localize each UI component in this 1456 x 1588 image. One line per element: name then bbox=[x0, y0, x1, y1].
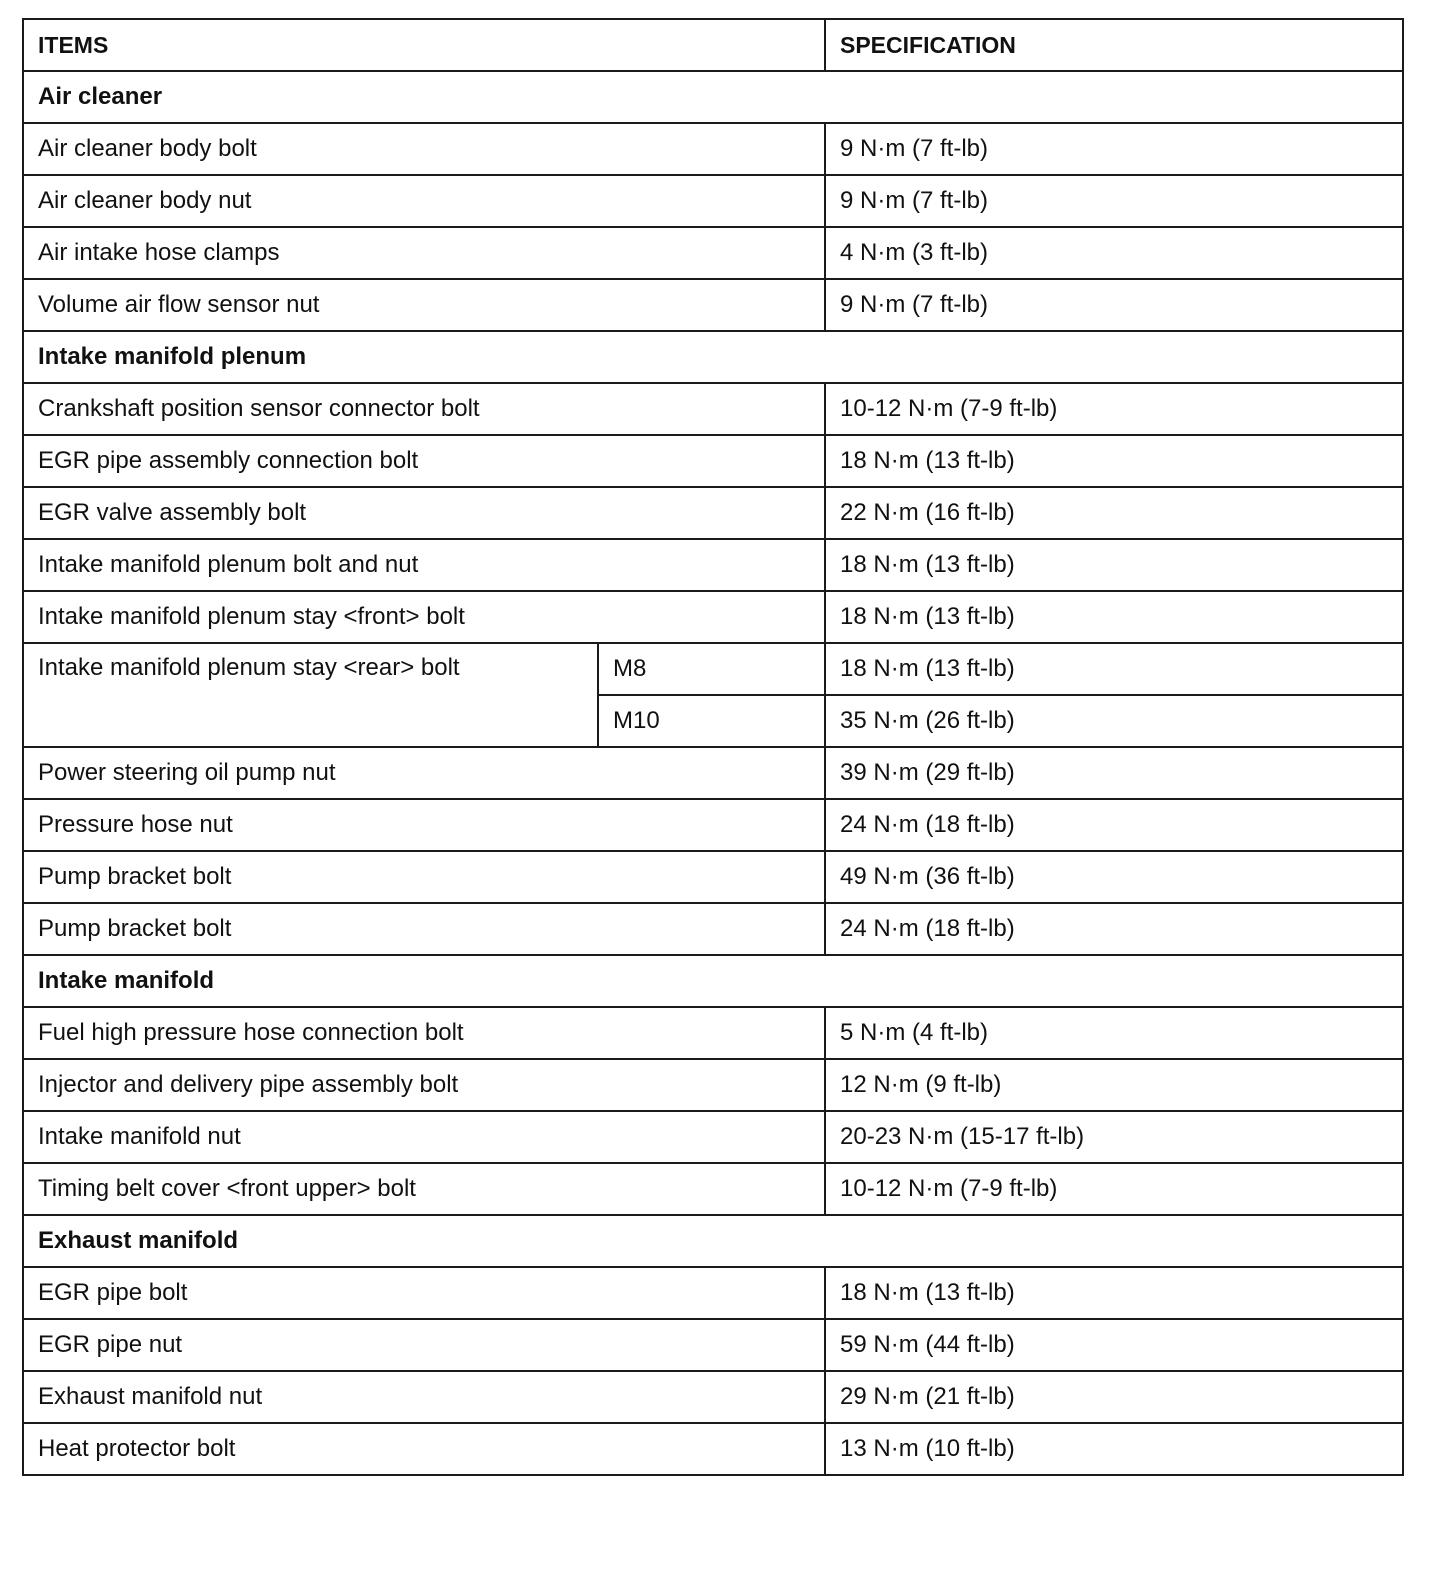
table-row bbox=[23, 747, 1403, 799]
table-row bbox=[23, 799, 1403, 851]
item-cell: Intake manifold plenum stay <rear> bolt bbox=[23, 643, 598, 747]
spec-cell: 49 N·m (36 ft-lb) bbox=[825, 851, 1403, 903]
torque-spec-sheet bbox=[22, 18, 1402, 1476]
table-row bbox=[23, 487, 1403, 539]
spec-cell: 39 N·m (29 ft-lb) bbox=[825, 747, 1403, 799]
specification-header: SPECIFICATION bbox=[825, 19, 1403, 71]
spec-cell: 10-12 N·m (7-9 ft-lb) bbox=[825, 383, 1403, 435]
spec-cell: 4 N·m (3 ft-lb) bbox=[825, 227, 1403, 279]
table-row bbox=[23, 1267, 1403, 1319]
item-cell: Air cleaner body bolt bbox=[23, 123, 825, 175]
spec-cell: 9 N·m (7 ft-lb) bbox=[825, 279, 1403, 331]
section-row bbox=[23, 71, 1403, 123]
item-cell: Air intake hose clamps bbox=[23, 227, 825, 279]
item-cell: EGR pipe nut bbox=[23, 1319, 825, 1371]
item-cell: Volume air flow sensor nut bbox=[23, 279, 825, 331]
size-cell: M10 bbox=[598, 695, 825, 747]
table-row bbox=[23, 123, 1403, 175]
item-cell: EGR pipe assembly connection bolt bbox=[23, 435, 825, 487]
spec-cell: 13 N·m (10 ft-lb) bbox=[825, 1423, 1403, 1475]
table-row bbox=[23, 227, 1403, 279]
table-row bbox=[23, 279, 1403, 331]
section-title: Air cleaner bbox=[23, 71, 1403, 123]
header-row bbox=[23, 19, 1403, 71]
item-cell: Injector and delivery pipe assembly bolt bbox=[23, 1059, 825, 1111]
spec-cell: 9 N·m (7 ft-lb) bbox=[825, 123, 1403, 175]
item-cell: Crankshaft position sensor connector bolt bbox=[23, 383, 825, 435]
spec-cell: 24 N·m (18 ft-lb) bbox=[825, 903, 1403, 955]
table-row bbox=[23, 591, 1403, 643]
table-row bbox=[23, 1371, 1403, 1423]
spec-cell: 29 N·m (21 ft-lb) bbox=[825, 1371, 1403, 1423]
spec-cell: 12 N·m (9 ft-lb) bbox=[825, 1059, 1403, 1111]
table-row bbox=[23, 383, 1403, 435]
item-cell: Intake manifold plenum bolt and nut bbox=[23, 539, 825, 591]
table-row bbox=[23, 1059, 1403, 1111]
section-row bbox=[23, 1215, 1403, 1267]
spec-cell: 9 N·m (7 ft-lb) bbox=[825, 175, 1403, 227]
item-cell: EGR valve assembly bolt bbox=[23, 487, 825, 539]
table-body bbox=[23, 19, 1403, 1475]
spec-cell: 24 N·m (18 ft-lb) bbox=[825, 799, 1403, 851]
torque-spec-table bbox=[22, 18, 1404, 1476]
spec-cell: 22 N·m (16 ft-lb) bbox=[825, 487, 1403, 539]
spec-cell: 20-23 N·m (15-17 ft-lb) bbox=[825, 1111, 1403, 1163]
item-cell: Intake manifold nut bbox=[23, 1111, 825, 1163]
spec-cell: 10-12 N·m (7-9 ft-lb) bbox=[825, 1163, 1403, 1215]
spec-cell: 5 N·m (4 ft-lb) bbox=[825, 1007, 1403, 1059]
table-row bbox=[23, 1007, 1403, 1059]
table-row bbox=[23, 1423, 1403, 1475]
section-row bbox=[23, 955, 1403, 1007]
section-title: Exhaust manifold bbox=[23, 1215, 1403, 1267]
spec-cell: 18 N·m (13 ft-lb) bbox=[825, 1267, 1403, 1319]
item-cell: Pump bracket bolt bbox=[23, 903, 825, 955]
item-cell: EGR pipe bolt bbox=[23, 1267, 825, 1319]
table-row bbox=[23, 1163, 1403, 1215]
items-header: ITEMS bbox=[23, 19, 825, 71]
spec-cell: 35 N·m (26 ft-lb) bbox=[825, 695, 1403, 747]
table-row bbox=[23, 1319, 1403, 1371]
table-row bbox=[23, 1111, 1403, 1163]
table-row bbox=[23, 175, 1403, 227]
item-cell: Air cleaner body nut bbox=[23, 175, 825, 227]
table-row bbox=[23, 435, 1403, 487]
size-cell: M8 bbox=[598, 643, 825, 695]
item-cell: Timing belt cover <front upper> bolt bbox=[23, 1163, 825, 1215]
table-row bbox=[23, 643, 1403, 695]
spec-cell: 18 N·m (13 ft-lb) bbox=[825, 591, 1403, 643]
spec-cell: 18 N·m (13 ft-lb) bbox=[825, 435, 1403, 487]
table-row bbox=[23, 851, 1403, 903]
item-cell: Power steering oil pump nut bbox=[23, 747, 825, 799]
item-cell: Heat protector bolt bbox=[23, 1423, 825, 1475]
spec-cell: 18 N·m (13 ft-lb) bbox=[825, 539, 1403, 591]
item-cell: Pressure hose nut bbox=[23, 799, 825, 851]
section-title: Intake manifold plenum bbox=[23, 331, 1403, 383]
item-cell: Fuel high pressure hose connection bolt bbox=[23, 1007, 825, 1059]
section-title: Intake manifold bbox=[23, 955, 1403, 1007]
item-cell: Exhaust manifold nut bbox=[23, 1371, 825, 1423]
table-row bbox=[23, 903, 1403, 955]
table-row bbox=[23, 539, 1403, 591]
item-cell: Pump bracket bolt bbox=[23, 851, 825, 903]
spec-cell: 18 N·m (13 ft-lb) bbox=[825, 643, 1403, 695]
spec-cell: 59 N·m (44 ft-lb) bbox=[825, 1319, 1403, 1371]
item-cell: Intake manifold plenum stay <front> bolt bbox=[23, 591, 825, 643]
section-row bbox=[23, 331, 1403, 383]
